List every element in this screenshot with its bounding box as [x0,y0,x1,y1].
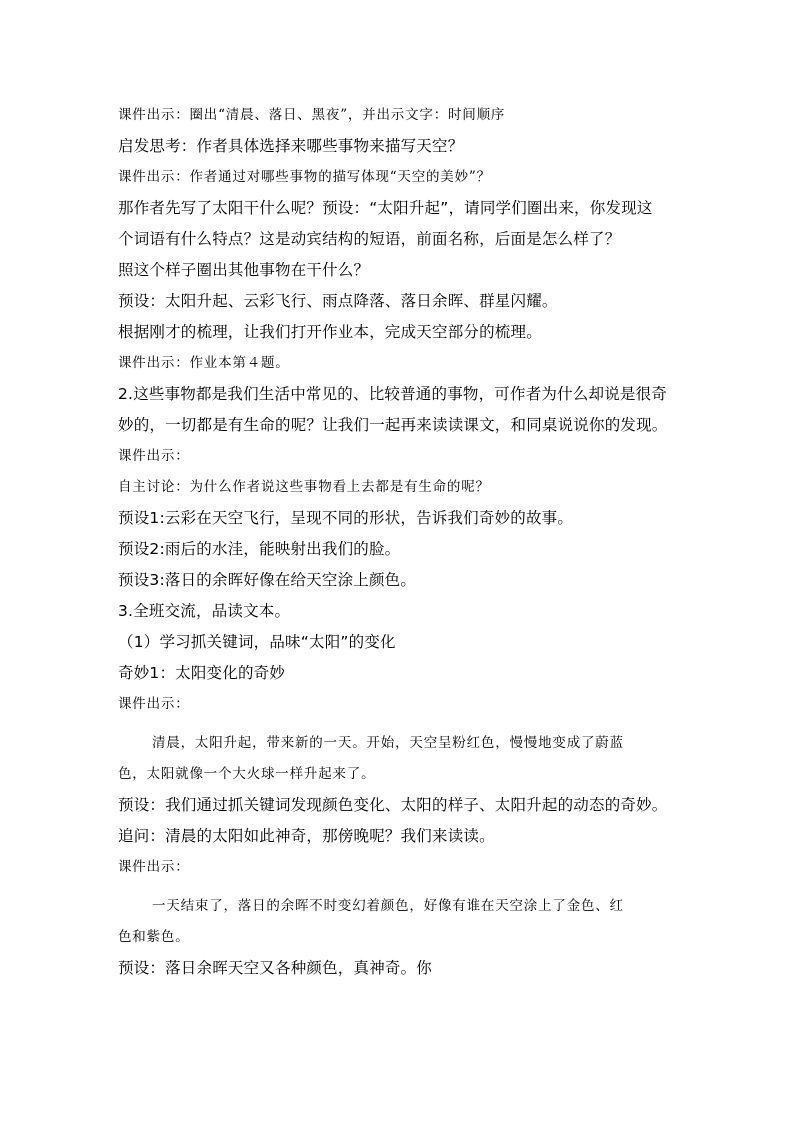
courseware-line: 课件出示： [118,696,190,712]
lesson-plan-body [118,100,678,984]
subsection-heading: 奇妙1：太阳变化的奇妙 [118,664,286,682]
courseware-line: 课件出示：作业本第４题。 [118,355,290,371]
preset-line: 预设2:雨后的水洼，能映射出我们的脸。 [118,540,401,558]
body-line: 照这个样子圈出其他事物在干什么？ [118,261,370,279]
courseware-line: 课件出示：作者通过对哪些事物的描写体现“天空的美妙”？ [118,169,491,185]
body-line: 根据刚才的梳理，让我们打开作业本，完成天空部分的梳理。 [118,323,542,341]
subsection-heading: （1）学习抓关键词，品味“太阳”的变化 [118,633,396,651]
preset-line: 预设1:云彩在天空飞行，呈现不同的形状，告诉我们奇妙的故事。 [118,509,574,527]
section-heading: 3.全班交流，品读文本。 [118,602,291,620]
quoted-text-line: 色，太阳就像一个大火球一样升起来了。 [118,766,376,782]
spacer [118,883,678,891]
body-line: 个词语有什么特点？这是动宾结构的短语，前面名称，后面是怎么样了？ [118,230,621,248]
courseware-line: 自主讨论：为什么作者说这些事物看上去都是有生命的呢？ [118,479,490,495]
courseware-line: 课件出示：圈出“清晨、落日、黑夜”，并出示文字：时间顺序 [118,107,506,123]
preset-line: 预设：落日余晖天空又各种颜色，真神奇。你 [118,959,433,977]
spacer [118,720,678,728]
discussion-line: 启发思考：作者具体选择来哪些事物来描写天空？ [118,137,464,155]
body-line: 那作者先写了太阳干什么呢？预设：“太阳升起”，请同学们圈出来，你发现这 [118,199,653,217]
courseware-line: 课件出示： [118,859,190,875]
body-line: 追问：清晨的太阳如此神奇，那傍晚呢？我们来读读。 [118,827,495,845]
body-line: 2.这些事物都是我们生活中常见的、比较普通的事物，可作者为什么却说是很奇 [118,385,667,403]
preset-line: 预设：我们通过抓关键词发现颜色变化、太阳的样子、太阳升起的动态的奇妙。 [118,796,668,814]
body-line: 妙的，一切都是有生命的呢？让我们一起再来读读课文，和同桌说说你的发现。 [118,416,668,434]
quoted-text-line: 色和紫色。 [118,929,190,945]
quoted-text-line: 一天结束了，落日的余晖不时变幻着颜色，好像有谁在天空涂上了金色、红 [152,898,624,914]
preset-line: 预设：太阳升起、云彩飞行、雨点降落、落日余晖、群星闪耀。 [118,292,558,310]
quoted-text-line: 清晨，太阳升起，带来新的一天。开始，天空呈粉红色，慢慢地变成了蔚蓝 [152,735,624,751]
preset-line: 预设3:落日的余晖好像在给天空涂上颜色。 [118,571,417,589]
courseware-line: 课件出示： [118,448,190,464]
